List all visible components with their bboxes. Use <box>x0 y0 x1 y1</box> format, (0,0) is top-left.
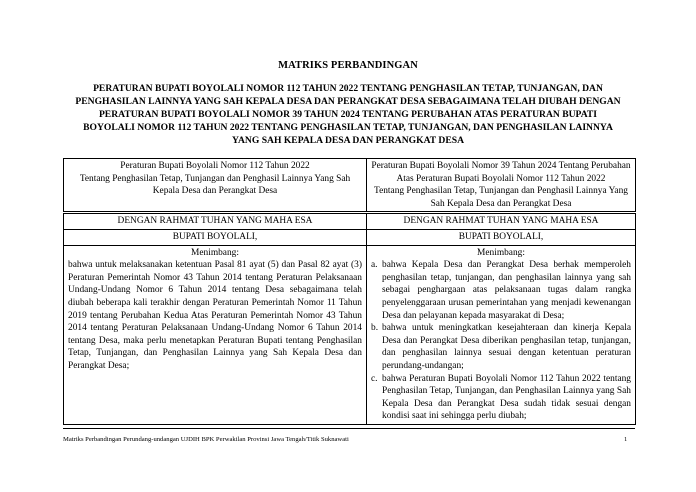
page-number: 1 <box>624 436 628 443</box>
menimbang-row <box>64 245 636 424</box>
left-header-line: Peraturan Bupati Boyolali Nomor 112 Tahun 2022 <box>120 161 310 171</box>
subtitle-line: BOYOLALI NOMOR 112 TAHUN 2022 TENTANG PENGHASILAN TETAP, TUNJANGAN, DAN PENGHASILAN LAINNYA <box>83 122 613 133</box>
left-menimbang-label: Menimbang: <box>191 247 239 258</box>
left-header-line: Kepala Desa dan Perangkat Desa <box>152 186 278 197</box>
item-marker: a. <box>371 260 378 271</box>
left-header-line: Tentang Penghasilan Tetap, Tunjangan dan Penghasil Lainnya Yang Sah <box>79 173 351 184</box>
item-text: bahwa untuk meningkatkan kesejahteraan dan kinerja Kepala Desa dan Perangkat Desa diberikan penghasilan tetap, tunjangan, dan penghasilan lainnya sesuai dengan ketentuan peraturan perundang-undangan; <box>382 323 631 371</box>
left-header-cell <box>64 159 367 213</box>
subtitle-line: PERATURAN BUPATI BOYOLALI NOMOR 39 TAHUN 2024 TENTANG PERUBAHAN ATAS PERATURAN BUPATI <box>98 109 598 120</box>
document-subtitle <box>58 82 638 147</box>
item-marker: b. <box>371 323 379 334</box>
item-text: bahwa Kepala Desa dan Perangkat Desa berhak memperoleh penghasilan tetap, tunjangan, dan penghasilan lainnya yang sah sebagai penghargaan atas pelaksanaan tugas dalam rangka penyelenggaraan urusan pemerintahan yang menjadi kewenangan Desa dan pelayanan kepada masyarakat di Desa; <box>382 260 631 321</box>
bupati-row <box>64 229 636 245</box>
right-bupati-cell: BUPATI BOYOLALI, <box>367 229 636 245</box>
consideration-item-c <box>371 373 631 423</box>
left-consideration-text: bahwa untuk melaksanakan ketentuan Pasal 81 ayat (5) dan Pasal 82 ayat (3) Peraturan Pemerintah Nomor 43 Tahun 2014 tentang Peraturan Pelaksanaan Undang-Undang Nomor 6 Tahun 2014 tentang Desa sebagaimana telah diubah beberapa kali terakhir dengan Peraturan Pemerintah Nomor 11 Tahun 2019 tentang Perubahan Kedua Atas Peraturan Pemerintah Nomor 43 Tahun 2014 tentang Peraturan Pelaksanaan Undang-Undang Nomor 6 Tahun 2014 tentang Desa, maka perlu menetapkan Peraturan Bupati tentang Penghasilan Tetap, Tunjangan, dan Penghasilan Lainnya yang Sah Kepala Desa dan Perangkat Desa; <box>68 260 362 371</box>
right-menimbang-cell <box>367 245 636 424</box>
subtitle-line: PERATURAN BUPATI BOYOLALI NOMOR 112 TAHUN 2022 TENTANG PENGHASILAN TETAP, TUNJANGAN, DAN <box>93 83 603 94</box>
consideration-item-a <box>371 259 631 322</box>
right-menimbang-label: Menimbang: <box>477 247 525 258</box>
item-marker: c. <box>371 373 378 384</box>
right-header-line: Atas Peraturan Bupati Boyolali Nomor 112 Tahun 2022 <box>396 173 606 184</box>
subtitle-line: YANG SAH KEPALA DESA DAN PERANGKAT DESA <box>231 135 465 146</box>
right-rahmat-cell: DENGAN RAHMAT TUHAN YANG MAHA ESA <box>367 213 636 230</box>
right-header-line: Peraturan Bupati Boyolali Nomor 39 Tahun 2024 Tentang Perubahan <box>371 161 631 171</box>
comparison-table <box>63 158 636 425</box>
page-title: MATRIKS PERBANDINGAN <box>278 60 418 71</box>
right-header-line: Sah Kepala Desa dan Perangkat Desa <box>430 198 572 209</box>
table-header-row <box>64 159 636 213</box>
subtitle-line: PENGHASILAN LAINNYA YANG SAH KEPALA DESA DAN PERANGKAT DESA SEBAGAIMANA TELAH DIUBAH DENGAN <box>75 96 621 107</box>
footer-text: Matriks Perbandingan Perundang-undangan UJDIH BPK Perwakilan Provinsi Jawa Tengah/Titik Suknawati <box>63 436 349 443</box>
footer-divider <box>63 428 635 429</box>
left-rahmat-cell: DENGAN RAHMAT TUHAN YANG MAHA ESA <box>64 213 367 230</box>
right-header-cell <box>367 159 636 213</box>
left-bupati-cell: BUPATI BOYOLALI, <box>64 229 367 245</box>
item-text: bahwa Peraturan Bupati Boyolali Nomor 112 Tahun 2022 tentang Penghasilan Tetap, Tunjangan, dan Penghasilan Lainnya yang Sah Kepala Desa dan Perangkat Desa sudah tidak sesuai dengan kondisi saat ini sehingga perlu diubah; <box>382 373 631 422</box>
left-menimbang-cell <box>64 245 367 424</box>
consideration-item-b <box>371 322 631 372</box>
rahmat-row <box>64 213 636 230</box>
right-header-line: Tentang Penghasilan Tetap, Tunjangan dan Penghasil Lainnya Yang <box>374 186 628 197</box>
